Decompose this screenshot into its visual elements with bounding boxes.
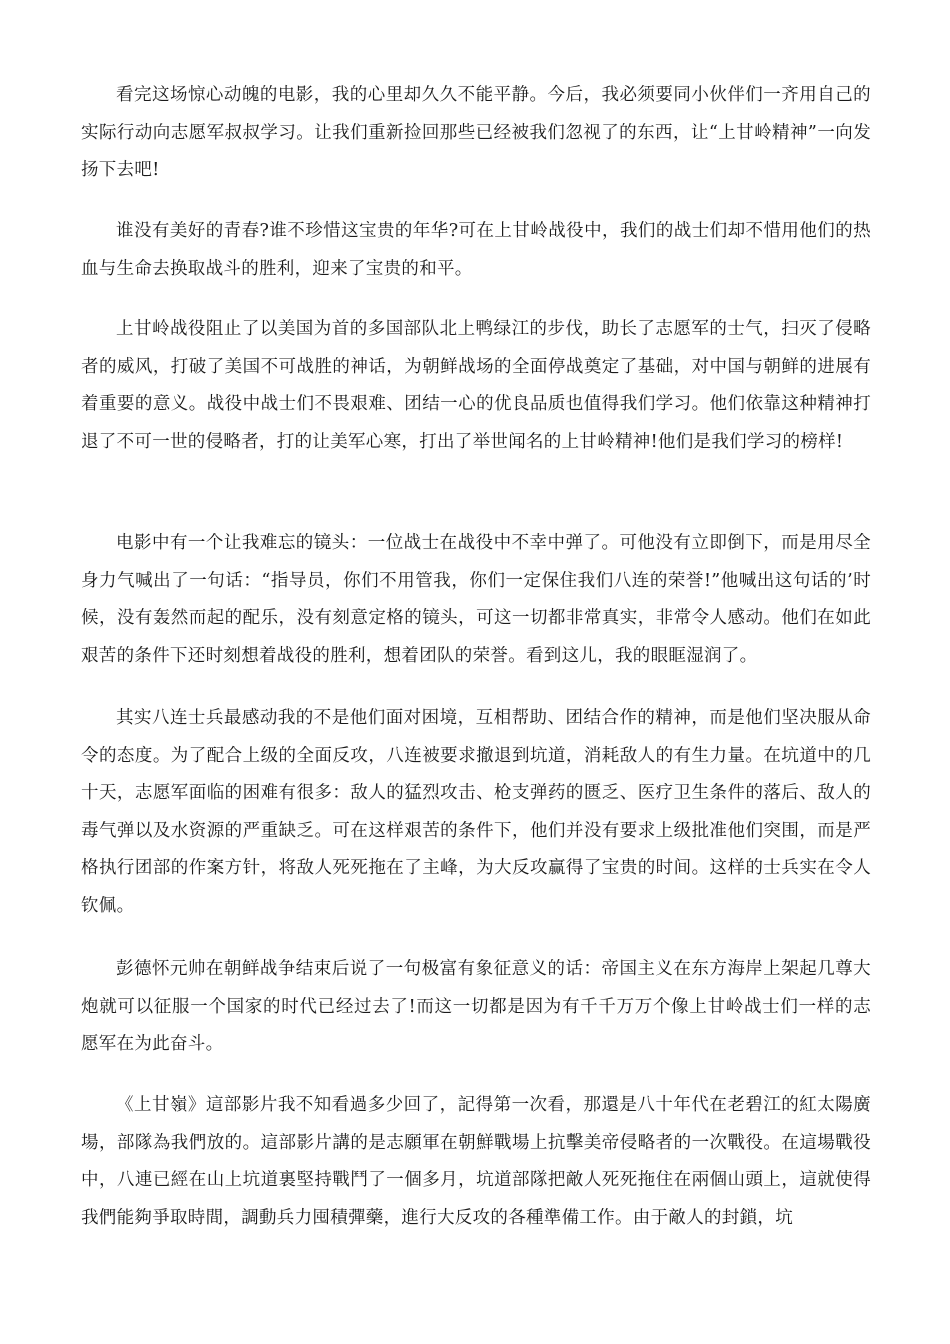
paragraph: 上甘岭战役阻止了以美国为首的多国部队北上鸭绿江的步伐，助长了志愿军的士气，扫灭了侵略者的威风，打破了美国不可战胜的神话，为朝鲜战场的全面停战奠定了基础，对中国与朝鲜的进展有着重要的意义。战役中战士们不畏艰难、团结一心的优良品质也值得我们学习。他们依靠这种精神打退了不可一世的侵略者，打的让美军心寒，打出了举世闻名的上甘岭精神!他们是我们学习的榜样! bbox=[81, 319, 871, 452]
paragraph: 看完这场惊心动魄的电影，我的心里却久久不能平静。今后，我必须要同小伙伴们一齐用自己的实际行动向志愿军叔叔学习。让我们重新捡回那些已经被我们忽视了的东西，让“上甘岭精神”一向发扬下去吧! bbox=[81, 85, 871, 180]
paragraph: 彭德怀元帅在朝鲜战争结束后说了一句极富有象征意义的话：帝国主义在东方海岸上架起几尊大炮就可以征服一个国家的时代已经过去了!而这一切都是因为有千千万万个像上甘岭战士们一样的志愿军在为此奋斗。 bbox=[81, 959, 871, 1054]
paragraph: 谁没有美好的青春?谁不珍惜这宝贵的年华?可在上甘岭战役中，我们的战士们却不惜用他们的热血与生命去换取战斗的胜利，迎来了宝贵的和平。 bbox=[81, 221, 871, 279]
paragraph: 其实八连士兵最感动我的不是他们面对困境，互相帮助、团结合作的精神，而是他们坚决服从命令的态度。为了配合上级的全面反攻，八连被要求撤退到坑道，消耗敌人的有生力量。在坑道中的几十天，志愿军面临的困难有很多：敌人的猛烈攻击、枪支弹药的匮乏、医疗卫生条件的落后、敌人的毒气弹以及水资源的严重缺乏。可在这样艰苦的条件下，他们并没有要求上级批准他们突围，而是严格执行团部的作案方针，将敌人死死拖在了主峰，为大反攻赢得了宝贵的时间。这样的士兵实在令人钦佩。 bbox=[81, 708, 871, 916]
paragraph: 电影中有一个让我难忘的镜头：一位战士在战役中不幸中弹了。可他没有立即倒下，而是用尽全身力气喊出了一句话：“指导员，你们不用管我，你们一定保住我们八连的荣誉!”他喊出这句话的’时候，没有轰然而起的配乐，没有刻意定格的镜头，可这一切都非常真实，非常令人感动。他们在如此艰苦的条件下还时刻想着战役的胜利，想着团队的荣誉。看到这儿，我的眼眶湿润了。 bbox=[81, 533, 871, 666]
paragraph: 《上甘嶺》這部影片我不知看過多少回了，記得第一次看，那還是八十年代在老碧江的紅太陽廣場，部隊為我們放的。這部影片講的是志願軍在朝鮮戰場上抗擊美帝侵略者的一次戰役。在這場戰役中，八連已經在山上坑道裏堅持戰鬥了一個多月，坑道部隊把敵人死死拖住在兩個山頭上，這就使得我們能夠爭取時間，調動兵力囤積彈藥，進行大反攻的各種準備工作。由于敵人的封鎖，坑 bbox=[81, 1095, 871, 1228]
